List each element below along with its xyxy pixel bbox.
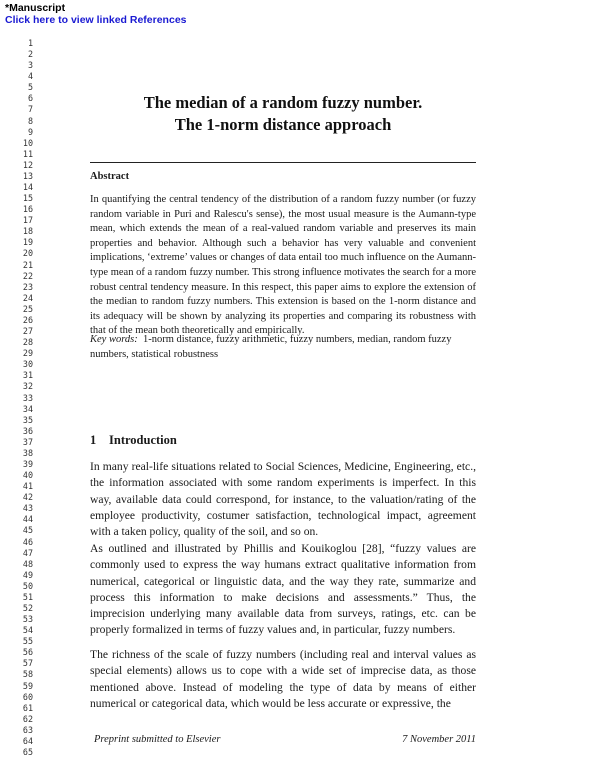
- line-number: 3: [27, 60, 33, 71]
- line-number: 46: [22, 536, 33, 547]
- body-paragraph: In many real-life situations related to Social Sciences, Medicine, Engineering, etc., the information associated with some random experiments is imperfect. In this way, available data could correspond, for instance, to the valuation/rating of the employee productivity, costumer satisfaction, technological impact, agreement with a taken policy, quality of the soil, and so on.: [90, 460, 476, 539]
- line-number: 49: [22, 569, 33, 580]
- line-number: 64: [22, 735, 33, 746]
- line-number: 35: [22, 414, 33, 425]
- line-number: 65: [22, 747, 33, 757]
- line-number: 7: [27, 104, 33, 115]
- line-number: 53: [22, 614, 33, 625]
- line-number: 18: [22, 226, 33, 237]
- body-paragraph: As outlined and illustrated by Phillis and Kouikoglou [28], “fuzzy values are commonly used to express the way humans extract qualitative information from numerical, categorical or linguistic data, and the way they rate, summarize and process this information to make decisions and assessments.” Thus, the imprecision underlying many available data from surveys, ratings, etc. can be properly formalized in terms of fuzzy values and, in particular, fuzzy numbers.: [90, 542, 476, 637]
- line-number: 17: [22, 215, 33, 226]
- line-number: 14: [22, 182, 33, 193]
- line-number: 13: [22, 170, 33, 181]
- line-number: 15: [22, 193, 33, 204]
- line-number: 54: [22, 625, 33, 636]
- line-number: 32: [22, 381, 33, 392]
- line-number: 37: [22, 436, 33, 447]
- line-number: 24: [22, 292, 33, 303]
- line-number: 40: [22, 470, 33, 481]
- title-line-2: The 1-norm distance approach: [174, 115, 392, 134]
- line-number: 8: [27, 115, 33, 126]
- title-divider: [90, 162, 476, 163]
- line-number: 12: [22, 159, 33, 170]
- line-number: 25: [22, 303, 33, 314]
- footer-date: 7 November 2011: [402, 734, 476, 745]
- section-title: Introduction: [109, 433, 177, 447]
- line-number: 16: [22, 204, 33, 215]
- manuscript-tag: *Manuscript: [5, 2, 66, 14]
- line-number: 38: [22, 447, 33, 458]
- line-number: 33: [22, 392, 33, 403]
- abstract-heading: Abstract: [90, 171, 130, 182]
- line-number: 62: [22, 713, 33, 724]
- line-number: 52: [22, 602, 33, 613]
- linked-references-link[interactable]: Click here to view linked References: [5, 14, 187, 26]
- title-line-1: The median of a random fuzzy number.: [143, 93, 423, 112]
- line-number: 6: [27, 93, 33, 104]
- line-number: 34: [22, 403, 33, 414]
- keywords-label: Key words:: [90, 334, 138, 345]
- line-number: 55: [22, 636, 33, 647]
- line-number: 41: [22, 481, 33, 492]
- line-number: 42: [22, 492, 33, 503]
- line-number: 48: [22, 558, 33, 569]
- line-number: 20: [22, 248, 33, 259]
- line-number: 39: [22, 458, 33, 469]
- line-number: 31: [22, 370, 33, 381]
- line-number: 59: [22, 680, 33, 691]
- line-number: 4: [27, 71, 33, 82]
- line-number: 60: [22, 691, 33, 702]
- line-number: 2: [27, 49, 33, 60]
- section-number: 1: [90, 433, 97, 447]
- line-number: 51: [22, 591, 33, 602]
- line-number: 57: [22, 658, 33, 669]
- keywords: [90, 333, 476, 362]
- line-number: 10: [22, 137, 33, 148]
- line-number: 27: [22, 326, 33, 337]
- line-number: 44: [22, 514, 33, 525]
- line-number: 50: [22, 580, 33, 591]
- line-number: 19: [22, 237, 33, 248]
- line-number: 58: [22, 669, 33, 680]
- line-number-gutter: [7, 38, 33, 758]
- paper-title: [90, 92, 476, 136]
- line-number: 11: [22, 148, 33, 159]
- line-number: 45: [22, 525, 33, 536]
- line-number: 47: [22, 547, 33, 558]
- line-number: 56: [22, 647, 33, 658]
- line-number: 30: [22, 359, 33, 370]
- line-number: 36: [22, 425, 33, 436]
- line-number: 1: [27, 38, 33, 48]
- abstract-text: In quantifying the central tendency of the distribution of a random fuzzy number (or fuzzy random variable in Puri and Ralescu's sense), the most usual measure is the Aumann-type mean, which extends the mean of a real-valued random variable and preserves its main properties and behavior. Although such a behavior has very valuable and convenient implications, ‘extreme’ values or changes of data entail too much influence on the Aumann-type mean of a random fuzzy number. This strong influence motivates the search for a more robust central tendency measure. In this respect, this paper aims to explore the extension of the median to random fuzzy numbers. This extension is based on the 1-norm distance and its adequacy will be shown by analyzing its properties and comparing its robustness with that of the mean both theoretically and empirically.: [90, 194, 476, 337]
- line-number: 22: [22, 270, 33, 281]
- line-number: 61: [22, 702, 33, 713]
- section-heading: [90, 433, 177, 448]
- line-number: 26: [22, 314, 33, 325]
- keywords-text: 1-norm distance, fuzzy arithmetic, fuzzy numbers, median, random fuzzy numbers, statistical robustness: [90, 334, 452, 360]
- line-number: 23: [22, 281, 33, 292]
- line-number: 63: [22, 724, 33, 735]
- line-number: 29: [22, 348, 33, 359]
- footer-preprint-note: Preprint submitted to Elsevier: [94, 734, 221, 745]
- line-number: 28: [22, 337, 33, 348]
- line-number: 43: [22, 503, 33, 514]
- line-number: 5: [27, 82, 33, 93]
- line-number: 21: [22, 259, 33, 270]
- body-paragraph: The richness of the scale of fuzzy numbers (including real and interval values as special elements) allows us to cope with a wide set of imprecise data, as those mentioned above. Instead of modeling the type of data by means of either numerical or categorical data, which would be less accurate or expressive, the: [90, 648, 476, 710]
- line-number: 9: [27, 126, 33, 137]
